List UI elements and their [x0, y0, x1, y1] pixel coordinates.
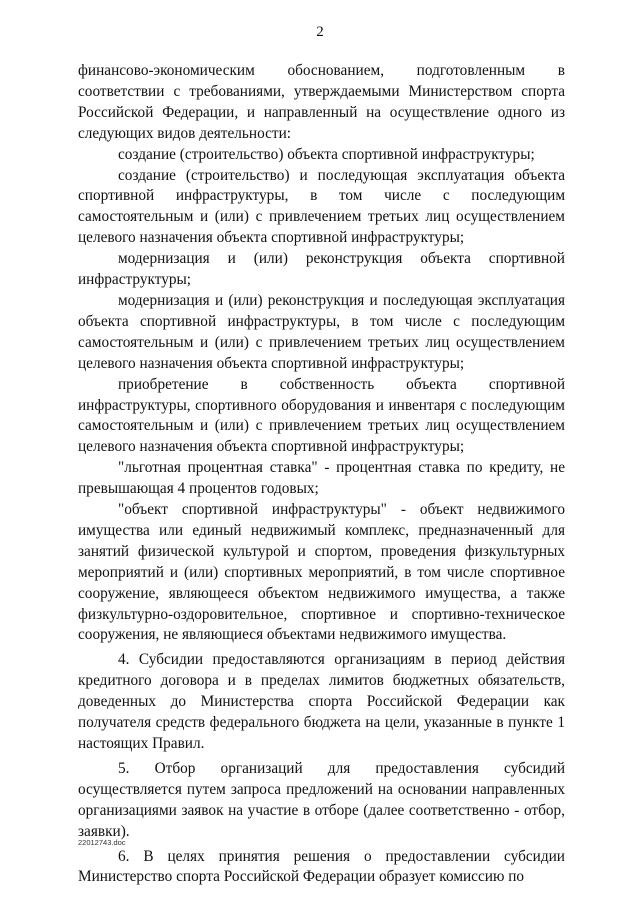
clause-5: 5. Отбор организаций для предоставления субсидий осуществляется путем запроса предложений на основании направленных организациями заявок на участие в отборе (далее соответственно - отбор, заявки). [78, 759, 565, 840]
paragraph-continuation: финансово-экономическим обоснованием, подготовленным в соответствии с требованиями, утверждаемыми Министерством спорта Российской Федерации, и направленный на осуществление одного из следующих видов деятельности: [78, 62, 565, 142]
clause-6: 6. В целях принятия решения о предоставлении субсидии Министерство спорта Российской Федерации образует комиссию по [78, 847, 565, 886]
list-item-acquisition: приобретение в собственность объекта спортивной инфраструктуры, спортивного оборудования и инвентаря с последующим самостоятельным и (или) с привлечением третьих лиц осуществлением целевого назначения объекта спортивной инфраструктуры; [78, 375, 565, 456]
list-item-modernization: модернизация и (или) реконструкция объекта спортивной инфраструктуры; [78, 250, 565, 289]
definition-sports-infrastructure: "объект спортивной инфраструктуры" - объект недвижимого имущества или единый недвижимый комплекс, предназначенный для занятий физической культурой и спортом, проведения физкультурных мероприятий и (или) спортивных мероприятий, в том числе спортивное сооружение, являющееся объектом недвижимого имущества, а также физкультурно-оздоровительное, спортивное и спортивно-техническое сооружения, не являющиеся объектами недвижимого имущества. [78, 501, 565, 644]
definition-preferential-rate: "льготная процентная ставка" - процентная ставка по кредиту, не превышающая 4 процентов годовых; [78, 459, 565, 498]
list-item-modernization-operation: модернизация и (или) реконструкция и последующая эксплуатация объекта спортивной инфраструктуры, в том числе с последующим самостоятельным и (или) с привлечением третьих лиц осуществлением целевого назначения объекта спортивной инфраструктуры; [78, 291, 565, 372]
clause-4: 4. Субсидии предоставляются организациям в период действия кредитного договора и в пределах лимитов бюджетных обязательств, доведенных до Министерства спорта Российской Федерации как получателя средств федерального бюджета на цели, указанные в пункте 1 настоящих Правил. [78, 651, 565, 752]
file-reference: 22012743.doc [78, 838, 126, 847]
document-body [78, 61, 565, 888]
list-item-construction: создание (строительство) объекта спортивной инфраструктуры; [118, 145, 535, 163]
list-item-construction-operation: создание (строительство) и последующая эксплуатация объекта спортивной инфраструктуры, в том числе с последующим самостоятельным и (или) с привлечением третьих лиц осуществлением целевого назначения объекта спортивной инфраструктуры; [78, 166, 565, 247]
page-number: 2 [316, 24, 324, 40]
